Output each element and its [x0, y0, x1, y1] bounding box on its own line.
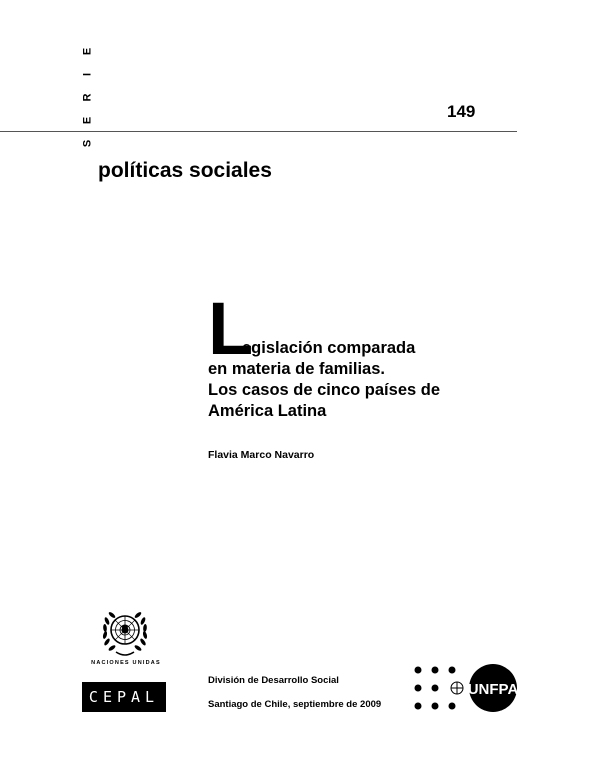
title-line-2: en materia de familias. [208, 360, 385, 378]
title-first-line: egislación comparada [242, 339, 416, 357]
un-emblem-icon [96, 608, 154, 660]
title-line-3: Los casos de cinco países de [208, 381, 441, 399]
serie-letter-e1: E [81, 116, 94, 125]
un-label: NACIONES UNIDAS [91, 660, 161, 666]
serie-letter-r: R [81, 93, 94, 102]
title-drop-cap: L [208, 287, 254, 370]
series-name: políticas sociales [98, 159, 272, 182]
serie-letter-e2: E [81, 47, 94, 56]
unfpa-logo-icon [412, 664, 518, 712]
place-date: Santiago de Chile, septiembre de 2009 [208, 699, 382, 710]
author-name: Flavia Marco Navarro [208, 449, 315, 461]
title-line-4: América Latina [208, 402, 327, 420]
series-number: 149 [447, 102, 476, 121]
serie-letter-s: S [81, 139, 94, 148]
division-name: División de Desarrollo Social [208, 675, 339, 686]
unfpa-label: UNFPA [467, 681, 518, 698]
header-rule [0, 131, 517, 132]
serie-letter-i: I [81, 72, 94, 77]
cepal-logo: CEPAL [82, 682, 166, 712]
